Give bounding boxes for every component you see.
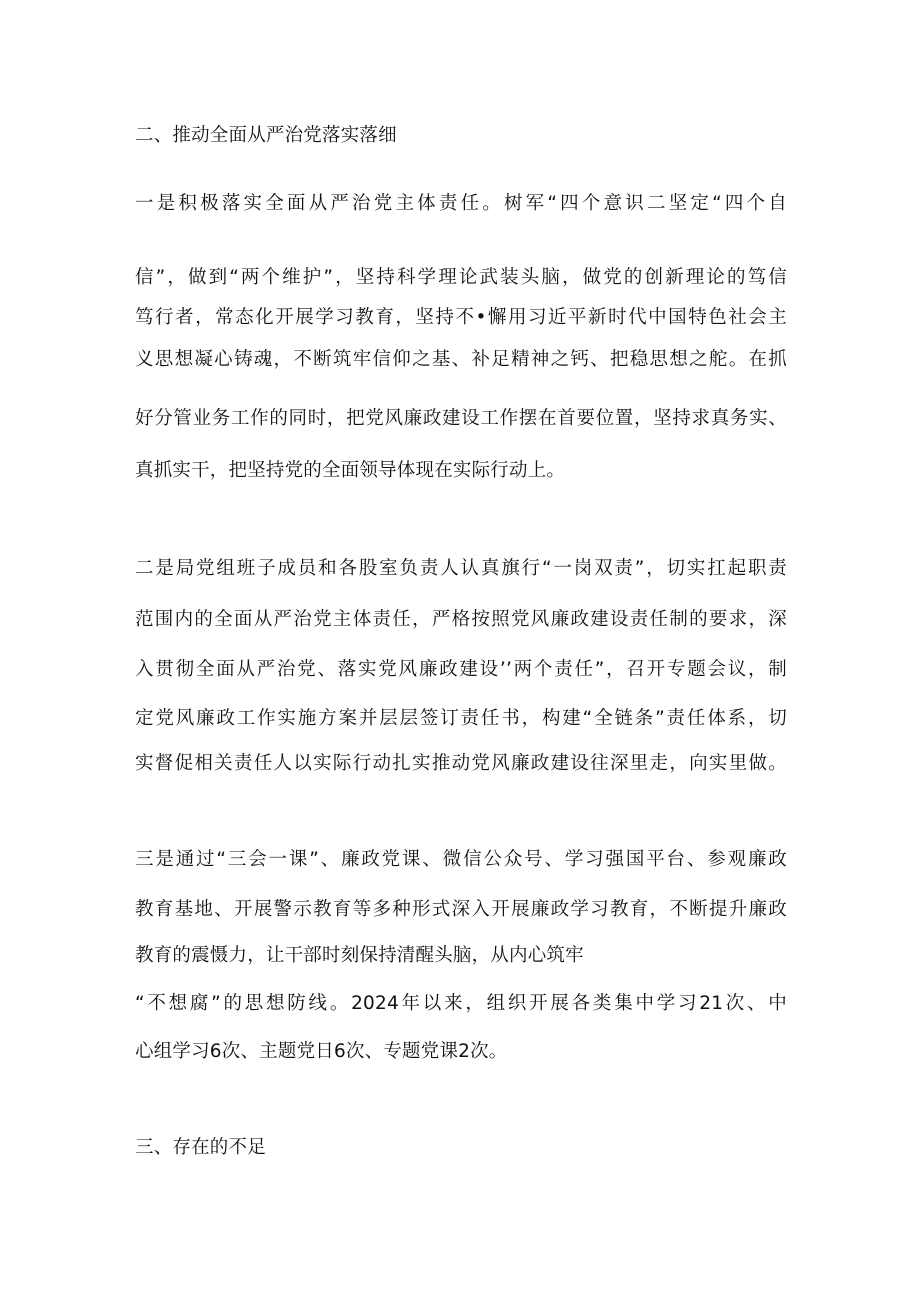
paragraph-3-line-1: 三是通过“三会一课”、廉政党课、微信公众号、学习强国平台、参观廉政 bbox=[135, 849, 787, 870]
paragraph-2-line-4: 定党风廉政工作实施方案并层层签订责任书，构建“全链条”责任体系，切 bbox=[135, 708, 787, 729]
paragraph-1-line-4: 义思想凝心铸魂，不断筑牢信仰之基、补足精神之钙、把稳思想之舵。在抓 bbox=[135, 349, 787, 370]
paragraph-1-line-1: 一是积极落实全面从严治党主体责任。树军“四个意识二坚定“四个自 bbox=[135, 193, 787, 214]
paragraph-2-line-1: 二是局党组班子成员和各股室负责人认真旗行“一岗双责”，切实扛起职责 bbox=[135, 558, 787, 579]
paragraph-1-line-6: 真抓实干，把坚持党的全面领导体现在实际行动上。 bbox=[135, 460, 566, 481]
paragraph-1-line-5: 好分管业务工作的同时，把党风廉政建设工作摆在首要位置，坚持求真务实、 bbox=[135, 408, 787, 429]
paragraph-2-line-3: 入贯彻全面从严治党、落实党风廉政建设’’两个责任”，召开专题会议，制 bbox=[135, 659, 787, 680]
section-heading-2: 二、推动全面从严治党落实落细 bbox=[135, 125, 397, 146]
paragraph-2-line-2: 范围内的全面从严治党主体责任，严格按照党风廉政建设责任制的要求，深 bbox=[135, 609, 787, 630]
paragraph-3-line-2: 教育基地、开展警示教育等多种形式深入开展廉政学习教育，不断提升廉政 bbox=[135, 899, 787, 920]
paragraph-3-line-5: 心组学习6次、主题党日6次、专题党课2次。 bbox=[135, 1041, 508, 1062]
section-heading-3: 三、存在的不足 bbox=[135, 1137, 266, 1158]
paragraph-3-line-3: 教育的震慑力，让干部时刻保持清醒头脑，从内心筑牢 bbox=[135, 945, 584, 966]
paragraph-3-line-4: “不想腐”的思想防线。2024年以来，组织开展各类集中学习21次、中 bbox=[135, 993, 787, 1014]
paragraph-2-line-5: 实督促相关责任人以实际行动扎实推动党风廉政建设往深里走，向实里做。 bbox=[135, 753, 787, 774]
paragraph-1-line-3: 笃行者，常态化开展学习教育，坚持不•懈用习近平新时代中国特色社会主 bbox=[135, 307, 787, 328]
paragraph-1-line-2: 信”，做到“两个维护”，坚持科学理论武装头脑，做党的创新理论的笃信 bbox=[135, 267, 787, 288]
